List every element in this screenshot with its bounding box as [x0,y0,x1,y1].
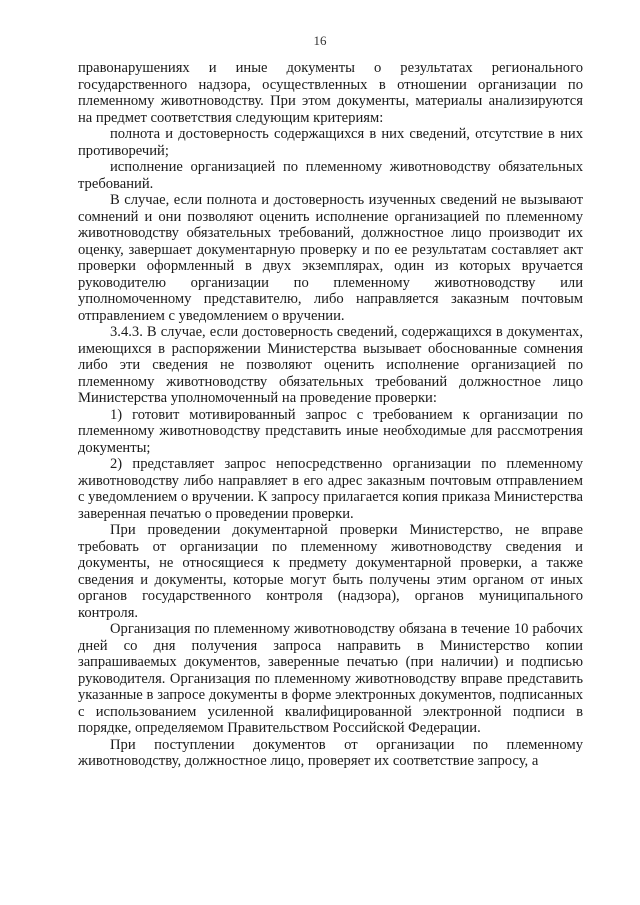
paragraph: полнота и достоверность содержащихся в них сведений, отсутствие в них противоречий; [78,126,583,159]
paragraph: В случае, если полнота и достоверность изученных сведений не вызывают сомнений и они позволяют оценить исполнение организацией по племенному животноводству обязательных требований, должностное лицо производит их оценку, завершает документарную проверку и по ее результатам составляет акт проверки оформленный в двух экземплярах, один из которых вручается руководителю организации по племенному животноводству или уполномоченному представителю, либо направляется заказным почтовым отправлением с уведомлением о вручении. [78,192,583,324]
page-number: 16 [313,33,327,48]
paragraph: 1) готовит мотивированный запрос с требованием к организации по племенному животноводству представить иные необходимые для рассмотрения документы; [78,406,583,456]
paragraph: Организация по племенному животноводству обязана в течение 10 рабочих дней со дня получения запроса направить в Министерство копии запрашиваемых документов, заверенные печатью (при наличии) и подписью руководителя. Организация по племенному животноводству вправе представить указанные в запросе документы в форме электронных документов, подписанных с использованием усиленной квалифицированной электронной подписи в порядке, определяемом Правительством Российской Федерации. [78,621,583,736]
document-body [78,60,583,770]
paragraph: При проведении документарной проверки Министерство, не вправе требовать от организации по племенному животноводству сведения и документы, не относящиеся к предмету документарной проверки, а также сведения и документы, которые могут быть получены этим органом от иных органов государственного контроля (надзора), органов муниципального контроля. [78,522,583,621]
paragraph: При поступлении документов от организации по племенному животноводству, должностное лицо, проверяет их соответствие запросу, а [78,736,583,769]
paragraph: правонарушениях и иные документы о результатах регионального государственного надзора, осуществленных в отношении организации по племенному животноводству. При этом документы, материалы анализируются на предмет соответствия следующим критериям: [78,60,583,126]
paragraph: 2) представляет запрос непосредственно организации по племенному животноводству либо направляет в его адрес заказным почтовым отправлением с уведомлением о вручении. К запросу прилагается копия приказа Министерства заверенная печатью о проведении проверки. [78,456,584,522]
paragraph: исполнение организацией по племенному животноводству обязательных требований. [78,159,583,192]
paragraph: 3.4.3. В случае, если достоверность сведений, содержащихся в документах, имеющихся в распоряжении Министерства вызывает обоснованные сомнения либо эти сведения не позволяют оценить исполнение организацией по племенному животноводству обязательных требований должностное лицо Министерства уполномоченный на проведение проверки: [78,324,583,406]
